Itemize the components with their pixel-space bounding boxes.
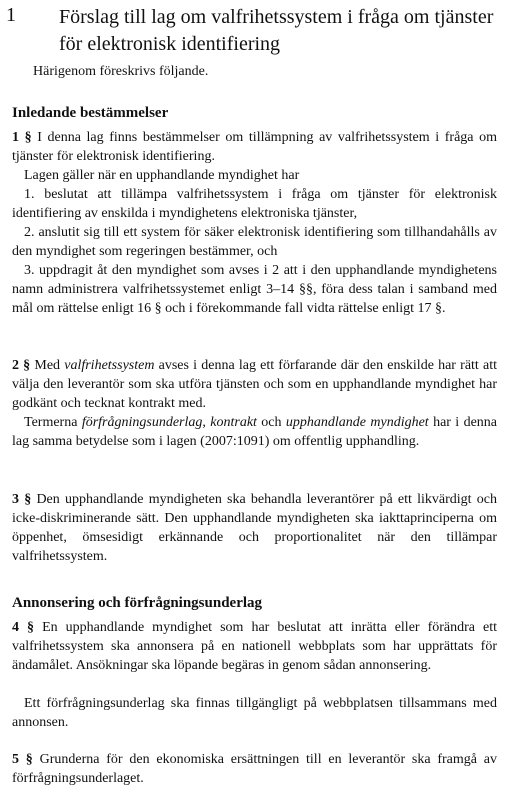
- paragraph-4-second: Ett förfrågningsunderlag ska finnas tillgängligt på webbplatsen tillsammans med annonsen.: [12, 696, 497, 730]
- list-item: 3. uppdragit åt den myndighet som avses i 2 att i den upphandlande myndighetens namn administrera valfrihetssystemet enligt 3–14 §§, föra dess talan i samband med mål om rättelse enligt 16 § och i förekommande fall vidta rättelse enligt 17 §.: [12, 263, 497, 316]
- paragraph-2-terms: Termerna förfrågningsunderlag, kontrakt och upphandlande myndighet har i denna lag samma betydelse som i lagen (2007:1091) om offentlig upphandling.: [12, 415, 498, 449]
- paragraph-number: 3 §: [12, 492, 32, 507]
- paragraph-2: 2 § Med valfrihetssystem avses i denna lag ett förfarande där den enskilde har rätt att välja den leverantör som ska utföra tjänsten och som en upphandlande myndighet har godkänt och tecknat kontrakt med.: [12, 358, 497, 411]
- term-valfrihetssystem: valfrihetssystem: [64, 358, 155, 373]
- intro-text: Härigenom föreskrivs följande.: [33, 64, 209, 79]
- section-heading-inledande: Inledande bestämmelser: [12, 105, 169, 121]
- paragraph-text: Den upphandlande myndigheten ska behandla leverantörer på ett likvärdigt och icke-diskriminerande sätt. Den upphandlande myndigheten ska iakttaprinciperna om öppenhet, ömsesidigt erkännande och proportionalitet när den tillämpar valfrihetssystem.: [12, 492, 498, 564]
- paragraph-4: [12, 618, 497, 675]
- paragraph-text: Grunderna för den ekonomiska ersättningen till en leverantör ska framgå av förfrågningsunderlaget.: [12, 752, 498, 786]
- paragraph-number: 1 §: [12, 130, 32, 145]
- section-heading-annonsering: Annonsering och förfrågningsunderlag: [12, 595, 263, 611]
- paragraph-text: En upphandlande myndighet som har beslutat att inrätta eller förändra ett valfrihetssystem ska annonsera på en nationell webbplats som har upprättats för ändamålet. Ansökningar ska löpande begäras in genom sådan annonsering.: [12, 620, 498, 673]
- proposal-number: 1: [6, 4, 16, 26]
- paragraph-number: 4 §: [12, 620, 35, 635]
- paragraph-number: 5 §: [12, 752, 33, 767]
- paragraph-5: [12, 750, 497, 788]
- proposal-title: Förslag till lag om valfrihetssystem i fråga om tjänster för elektronisk identifiering: [59, 6, 494, 55]
- list-item: 1. beslutat att tillämpa valfrihetssystem i fråga om tjänster för elektronisk identifiering av enskilda i myndighetens elektroniska tjänster,: [12, 187, 497, 221]
- paragraph-number: 2 §: [12, 358, 31, 373]
- list-item: 2. anslutit sig till ett system för säker elektronisk identifiering som tillhandahålls av den myndighet som regeringen bestämmer, och: [12, 225, 497, 259]
- paragraph-text: I denna lag finns bestämmelser om tillämpning av valfrihetssystem i fråga om tjänster för elektronisk identifiering.: [12, 130, 497, 164]
- paragraph-1-lead: Lagen gäller när en upphandlande myndighet har: [24, 168, 300, 183]
- paragraph-1: [12, 128, 497, 166]
- paragraph-3: [12, 490, 497, 566]
